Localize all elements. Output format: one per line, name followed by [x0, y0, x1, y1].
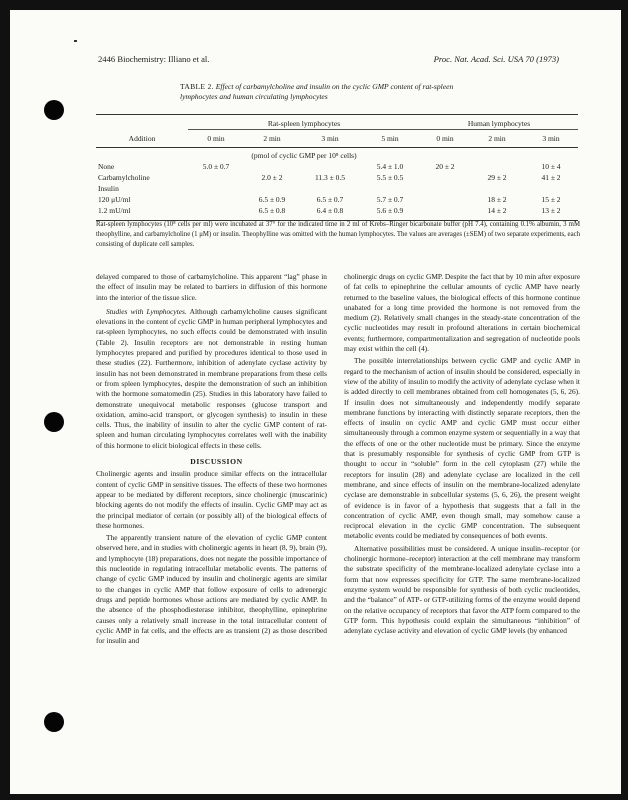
punch-hole: [44, 412, 64, 432]
cell: 14 ± 2: [487, 206, 507, 215]
cell: [420, 205, 470, 221]
cell: [300, 161, 360, 172]
table-caption-text: Effect of carbamylcholine and insulin on the cyclic GMP content of rat-spleen lymphocytes and human circulating lymphocytes: [180, 82, 454, 101]
paragraph: [96, 307, 327, 451]
header-left: 2446 Biochemistry: Illiano et al.: [98, 54, 210, 64]
cell: [188, 205, 244, 221]
paragraph: The possible interrelationships between cyclic GMP and cyclic AMP in regard to the mechanism of action of insulin should be considered, especially in view of the ability of insulin to modify the activity of adenylate cyclase when it is added directly to cell membranes obtained from cell homogenates (5, 6, 26). If insulin does not simultaneously and independently modify separate membrane functions by interacting with distinctly separate receptors, then the effects of insulin on cyclic AMP and cyclic GMP must occur either simultaneously through a common enzyme system or sequentially in a way that the effects of one or the other nucleotide must be primary. Since the enzyme that is presumably responsible for synthesis of cyclic GMP from GTP is thought to occur in “soluble” form in the cell cytoplasm (27) while the receptors for insulin (28) and adenylate cyclase are localized in the cell membrane, and since effects of insulin on the membrane-localized adenylate cyclase are demonstrable in subcellular systems (5, 6, 26), the present weight of evidence is in favor of a hypothesis that suggests that a fall in the concentration of cyclic AMP, even though small, may somehow cause a reciprocal elevation in the cyclic GMP concentration. The subsequent metabolic events could be mediated by consequences of both events.: [344, 356, 580, 541]
cell: 5.7 ± 0.7: [376, 195, 404, 204]
table-group-header: [96, 115, 578, 130]
units-row: [96, 148, 578, 162]
cell: 6.5 ± 0.8: [258, 206, 286, 215]
data-table: [96, 114, 578, 221]
group-human: Human lymphocytes: [420, 115, 578, 130]
cell: 13 ± 2: [541, 206, 561, 215]
table-row: [96, 205, 578, 221]
col-rat-5: 5 min: [360, 130, 420, 148]
paragraph: Alternative possibilities must be considered. A unique insulin–receptor (or cholinergic hormone–receptor) interaction at the cell membrane may transform the substrate specificity of the membrane-localized adenylate cyclase into a form that now expresses specificity for GTP. The same membrane-localized enzyme system would be responsible for synthesis of both cyclic nucleotides, and the “balance” of ATP- or GTP-utilizing forms of the enzyme would depend on the relative occupancy of receptors that favor the ATP form compared to the GTP form. This hypothesis could explain the simultaneous “inhibition” of adenylate cyclase activity and elevation of cyclic GMP levels (by enhanced: [344, 543, 580, 636]
units-label: (pmol of cyclic GMP per 10⁸ cells): [251, 151, 357, 160]
col-human-3: 3 min: [524, 130, 578, 148]
cell: [420, 172, 470, 183]
paragraph: delayed compared to those of carbamylcholine. This apparent “lag” phase in the effect of insulin may be related to barriers in diffusion of this hormone into the interior of the tissue slice.: [96, 272, 327, 302]
cell: 18 ± 2: [487, 195, 507, 204]
cell: 15 ± 2: [541, 195, 561, 204]
col-rat-3: 3 min: [300, 130, 360, 148]
table-label: TABLE 2.: [180, 82, 214, 91]
scan-speck: [74, 40, 77, 42]
table-footnote: Rat-spleen lymphocytes (10⁸ cells per ml) were incubated at 37° for the indicated time in 2 ml of Krebs–Ringer bicarbonate buffer (pH 7.4), containing 0.1% albumin, 3 mM theophylline, and carbamylcholine (1 μM) or insulin. Theophylline was omitted with the human lymphocytes. The values are averages (±SEM) of two separate experiments, each consisting of duplicate cell samples.: [96, 221, 580, 248]
table-row: [96, 172, 578, 183]
running-header: [98, 54, 559, 66]
document-page: [10, 10, 621, 794]
cell: 5.0 ± 0.7: [202, 162, 230, 171]
col-rat-0: 0 min: [188, 130, 244, 148]
table-column-header: [96, 130, 578, 148]
cell: 5.5 ± 0.5: [376, 173, 404, 182]
row-label: Insulin: [98, 184, 119, 193]
group-rat: Rat-spleen lymphocytes: [188, 115, 420, 130]
cell: [244, 161, 300, 172]
cell: 5.4 ± 1.0: [376, 162, 404, 171]
paragraph: cholinergic drugs on cyclic GMP. Despite the fact that by 10 min after exposure of fat cells to epinephrine the cellular amounts of cyclic AMP have nearly returned to the baseline values, the biological effects of this hormone continue unabated for a long time provided the hormone is not removed from the medium (2). Relatively small changes in the steady-state concentration of the cyclic nucleotides may result in profound alterations in certain biochemical events; furthermore, compartmentalization and segregation of nucleotide pools may exist within the cell (4).: [344, 272, 580, 354]
cell: [188, 172, 244, 183]
cell: 11.3 ± 0.5: [314, 173, 346, 182]
punch-hole: [44, 712, 64, 732]
row-label: 120 μU/ml: [98, 195, 131, 204]
row-label: Carbamylcholine: [98, 173, 150, 182]
col-rat-2: 2 min: [244, 130, 300, 148]
cell: [470, 161, 524, 172]
cell: [188, 194, 244, 205]
section-heading: DISCUSSION: [190, 457, 243, 467]
cell: [420, 194, 470, 205]
col-addition: Addition: [96, 130, 188, 148]
cell: 5.6 ± 0.9: [376, 206, 404, 215]
cell: 20 ± 2: [435, 162, 455, 171]
cell: 10 ± 4: [541, 162, 561, 171]
cell: 6.5 ± 0.7: [316, 195, 344, 204]
row-label: None: [98, 162, 115, 171]
cell: 2.0 ± 2: [261, 173, 283, 182]
table-row: [96, 194, 578, 205]
section-run-in-head: Studies with Lymphocytes.: [106, 306, 187, 316]
paragraph: Cholinergic agents and insulin produce similar effects on the intracellular content of cyclic GMP in sensitive tissues. The effects of these two hormones appear to be mediated by different receptors, since cholinergic (muscarinic) blocking agents do not modify the effects of insulin. Cyclic GMP may act as the principal mediator of certain (or possibly all) of the biological effects of these hormones.: [96, 469, 327, 530]
row-label: 1.2 mU/ml: [98, 206, 131, 215]
cell: 41 ± 2: [541, 173, 561, 182]
right-column: [344, 272, 580, 638]
paragraph: The apparently transient nature of the elevation of cyclic GMP content observed here, and in studies with cholinergic agents in heart (8, 9), brain (9), and lymphocyte (18) preparations, does not negate the possible importance of this nucleotide in regulating intracellular metabolic events. The patterns of change of cyclic GMP induced by insulin and cholinergic agents are similar to the changes in cyclic AMP that follow exposure of cells to adrenergic drugs and peptide hormones whose actions are mediated by cyclic AMP. In the absence of the phosphodiesterase inhibitor, theophylline, epinephrine causes only a relatively small increase in the total intracellular content of cyclic AMP in fat cells, and the effects are as transient (2) as those described for insulin and: [96, 533, 327, 646]
cell: 29 ± 2: [487, 173, 507, 182]
left-column: [96, 272, 327, 648]
table-row: [96, 161, 578, 172]
paragraph-text: Although carbamylcholine causes significant elevations in the content of cyclic GMP in human peripheral lymphocytes and rat-spleen lymphocytes, no such effects could be demonstrated with insulin (Table 2). Insulin receptors are not demonstrable in resting human lymphocytes prepared and purified by procedures identical to those used in these studies (22). Furthermore, inhibition of adenylate cyclase activity by insulin has not been demonstrated in membrane preparations from these cells or from spleen lymphocytes, despite the demonstration of such an inhibition with the hormone somatomedin (25). Studies in this laboratory have failed to demonstrate unequivocal metabolic responses (glucose transport and oxidation, amino-acid transport, or glycogen synthesis) to insulin in these cells. Thus, the inability of insulin to alter the cyclic GMP content of rat-spleen and human circulating lymphocytes correlates well with the inability of this hormone to elicit biological effects in these cells.: [96, 306, 327, 450]
table-caption: [180, 82, 480, 102]
cell: 6.4 ± 0.8: [316, 206, 344, 215]
table-row: [96, 183, 578, 194]
col-human-0: 0 min: [420, 130, 470, 148]
punch-hole: [44, 100, 64, 120]
col-human-2: 2 min: [470, 130, 524, 148]
cell: 6.5 ± 0.9: [258, 195, 286, 204]
header-right: Proc. Nat. Acad. Sci. USA 70 (1973): [433, 54, 559, 64]
